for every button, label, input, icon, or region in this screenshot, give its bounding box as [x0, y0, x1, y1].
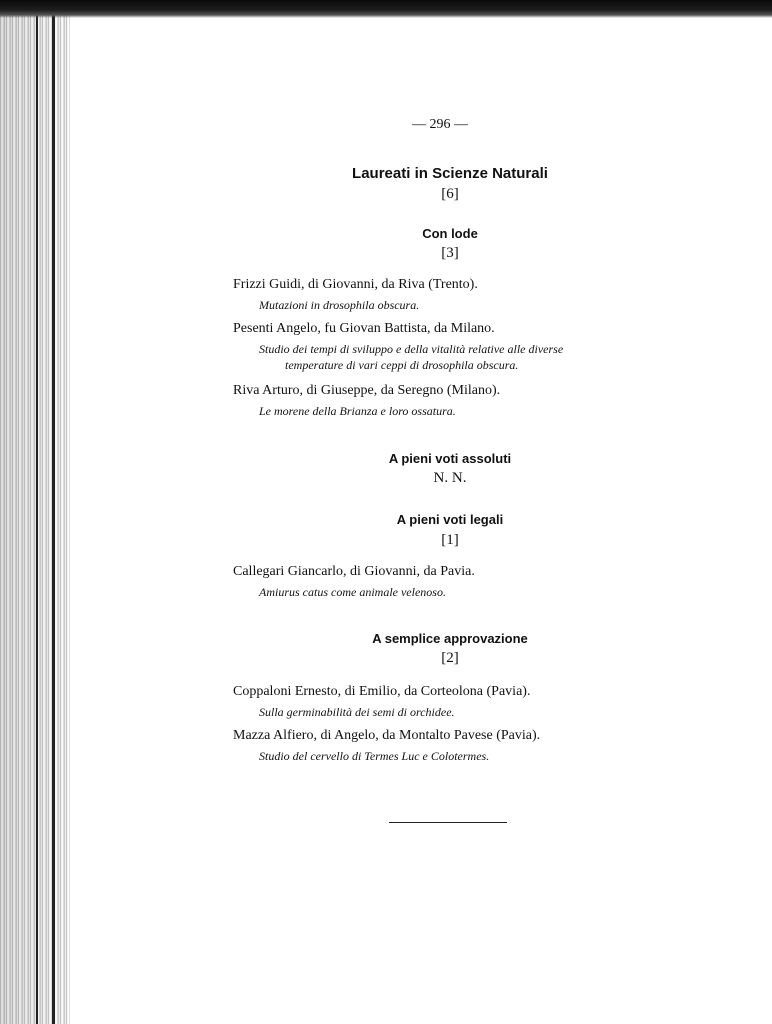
section-heading-pieni-voti-legali: A pieni voti legali	[396, 512, 504, 527]
thesis-title: Mutazioni in drosophila obscura.	[259, 298, 420, 312]
section-count: N. N.	[433, 470, 467, 486]
thesis-title: Sulla germinabilità dei semi di orchidee.	[259, 705, 455, 719]
section-heading-con-lode: Con lode	[422, 226, 478, 241]
section-heading-pieni-voti-assoluti: A pieni voti assoluti	[388, 451, 512, 466]
section-heading-semplice-approvazione: A semplice approvazione	[372, 631, 528, 646]
section-count: [1]	[441, 532, 459, 548]
page-number: — 296 —	[412, 117, 468, 132]
graduate-entry: Frizzi Guidi, di Giovanni, da Riva (Trento).	[233, 277, 478, 292]
thesis-title: Amiurus catus come animale velenoso.	[259, 585, 446, 599]
section-count: [2]	[441, 650, 459, 666]
section-count: [3]	[441, 245, 459, 261]
graduate-entry: Pesenti Angelo, fu Giovan Battista, da Milano.	[233, 321, 495, 336]
closing-rule	[389, 822, 507, 823]
graduate-entry: Coppaloni Ernesto, di Emilio, da Corteolona (Pavia).	[233, 684, 531, 699]
thesis-title: Le morene della Brianza e loro ossatura.	[259, 404, 456, 418]
graduate-entry: Mazza Alfiero, di Angelo, da Montalto Pavese (Pavia).	[233, 728, 541, 743]
page-title: Laureati in Scienze Naturali	[352, 165, 548, 182]
thesis-title-continuation: temperature di vari ceppi di drosophila obscura.	[285, 358, 519, 372]
graduate-entry: Callegari Giancarlo, di Giovanni, da Pavia.	[233, 564, 475, 579]
thesis-title: Studio dei tempi di sviluppo e della vitalità relative alle diverse	[259, 342, 564, 356]
graduate-entry: Riva Arturo, di Giuseppe, da Seregno (Milano).	[233, 383, 501, 398]
title-count: [6]	[441, 186, 459, 202]
scan-top-edge	[0, 0, 772, 18]
thesis-title: Studio del cervello di Termes Luc e Colotermes.	[259, 749, 490, 763]
